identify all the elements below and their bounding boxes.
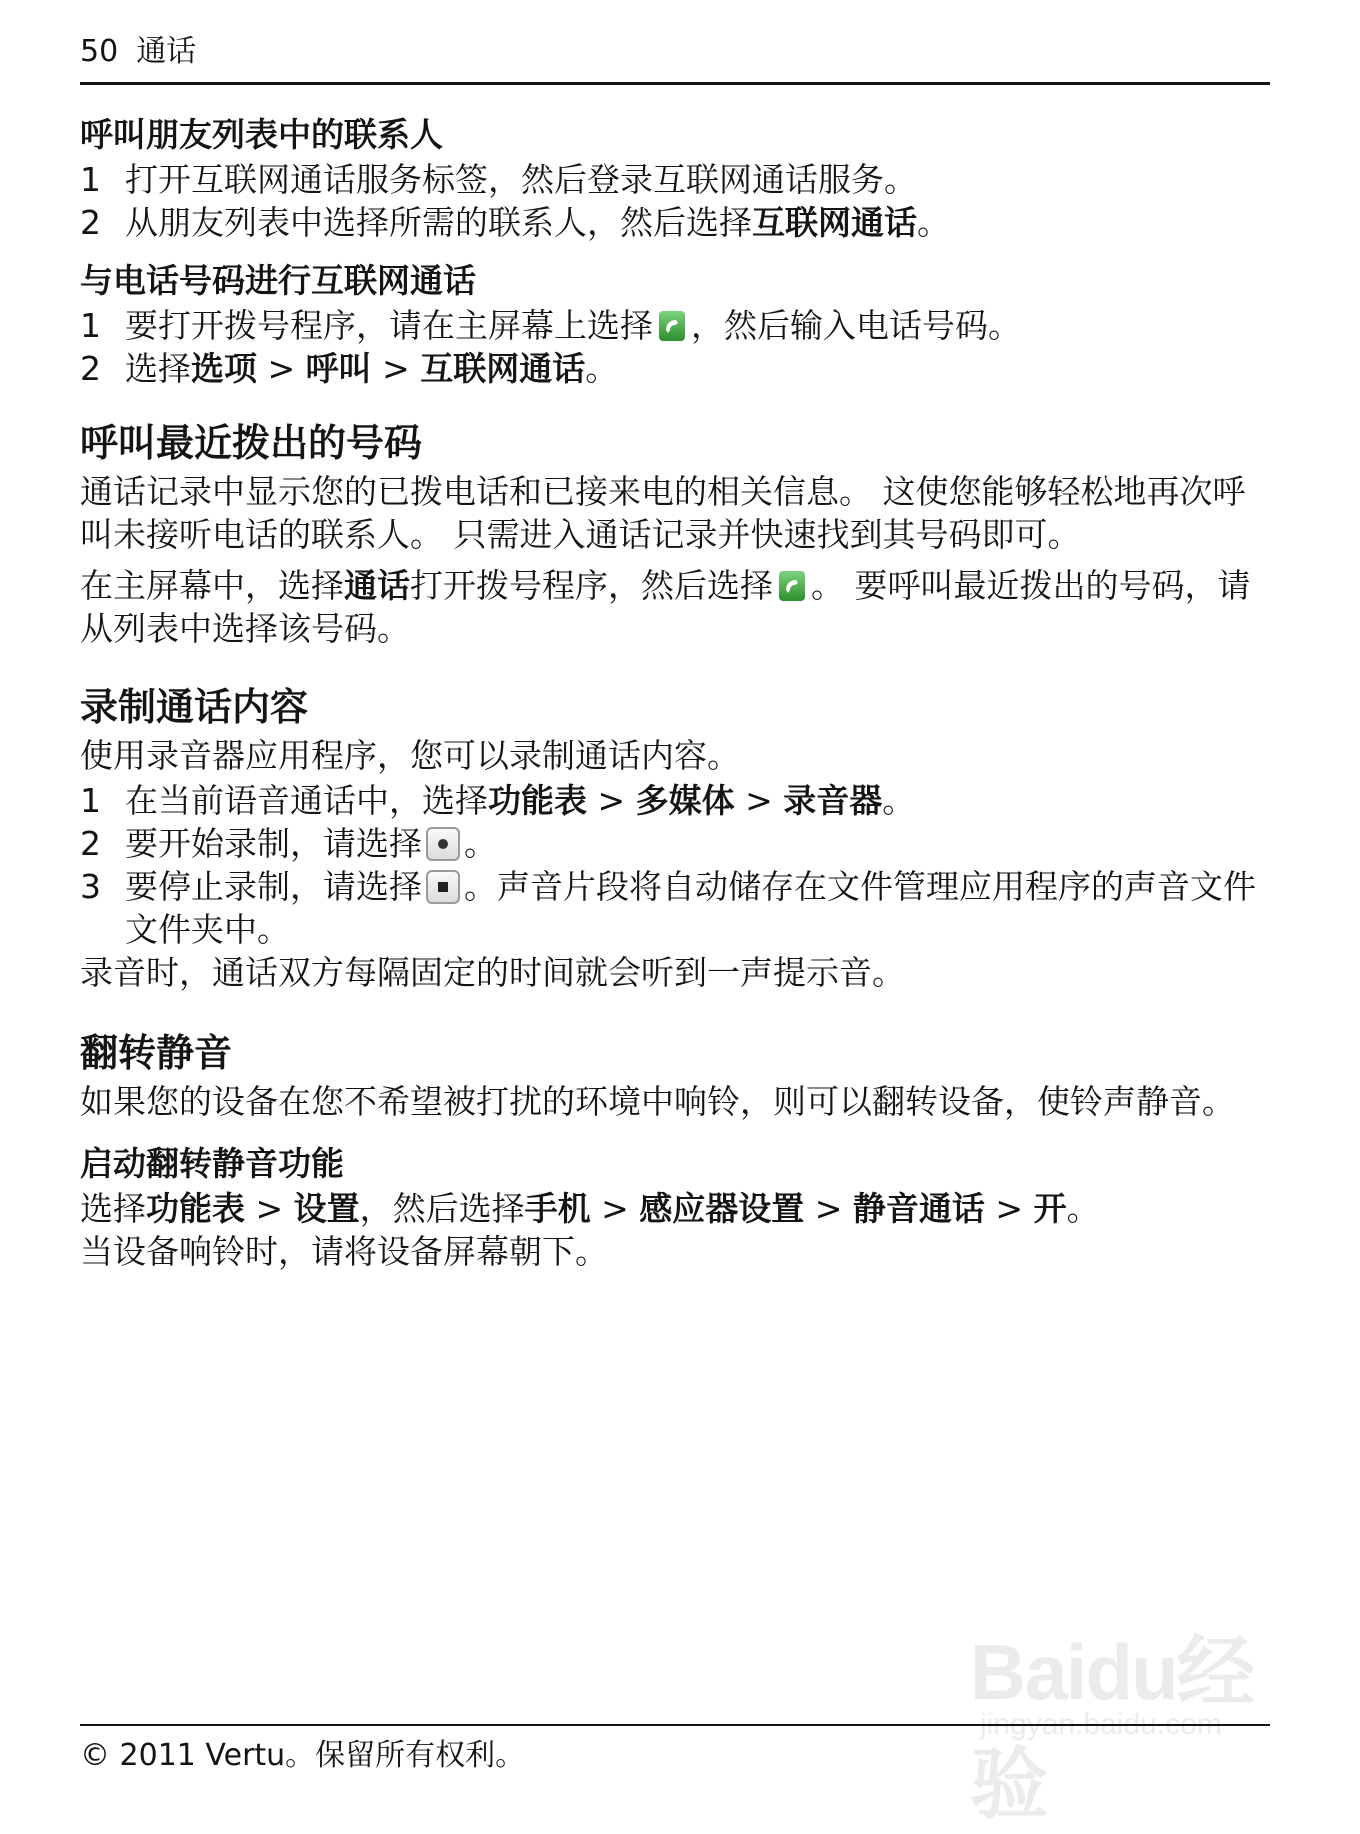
menu-term: 呼叫: [305, 349, 372, 388]
step-number: 1: [80, 160, 101, 199]
step-text: 要打开拨号程序，请在主屏幕上选择 ，然后输入电话号码。: [125, 306, 1021, 345]
step-number: 2: [80, 203, 101, 242]
menu-term: 静音通话: [852, 1189, 985, 1228]
menu-term: 互联网通话: [420, 349, 586, 388]
menu-term: 互联网通话: [752, 203, 917, 242]
page-footer: [80, 1724, 1270, 1776]
heading-call-friends: 呼叫朋友列表中的联系人: [80, 115, 443, 154]
baidu-watermark: [970, 1590, 1290, 1828]
heading-record-call: 录制通话内容: [80, 685, 309, 729]
main-content: [80, 112, 1275, 1273]
list-item: [80, 779, 1275, 822]
step-text: 要开始录制，请选择 。: [125, 824, 497, 863]
list-item: [80, 347, 1275, 390]
copyright-text: © 2011 Vertu。保留所有权利。: [80, 1738, 526, 1773]
list-item: [80, 865, 1275, 951]
list-item: [80, 201, 1275, 244]
page-number: 50: [80, 34, 119, 69]
menu-term: 录音器: [783, 781, 883, 820]
menu-term: 开: [1033, 1189, 1067, 1228]
paragraph-flip-note: 当设备响铃时，请将设备屏幕朝下。: [80, 1232, 608, 1271]
phone-call-icon: [779, 571, 805, 601]
step-text: 打开互联网通话服务标签，然后登录互联网通话服务。: [125, 160, 917, 199]
menu-term: 手机: [524, 1189, 591, 1228]
step-text: 在当前语音通话中，选择功能表 > 多媒体 > 录音器。: [125, 781, 916, 820]
subheading-enable-flip-silence: 启动翻转静音功能: [80, 1144, 344, 1183]
page-header: [80, 30, 1270, 85]
step-number: 1: [80, 306, 101, 345]
menu-term: 通话: [344, 566, 410, 605]
menu-term: 感应器设置: [639, 1189, 805, 1228]
paragraph-record-note: 录音时，通话双方每隔固定的时间就会听到一声提示音。: [80, 953, 905, 992]
paragraph-call-log: 通话记录中显示您的已拨电话和已接来电的相关信息。 这使您能够轻松地再次呼叫未接听电话的联系人。 只需进入通话记录并快速找到其号码即可。: [80, 472, 1246, 554]
step-number: 2: [80, 349, 101, 388]
heading-redial: 呼叫最近拨出的号码: [80, 421, 423, 465]
record-icon: [426, 827, 460, 861]
step-number: 2: [80, 824, 101, 863]
menu-term: 多媒体: [635, 781, 735, 820]
step-number: 3: [80, 867, 101, 906]
heading-internet-call-number: 与电话号码进行互联网通话: [80, 261, 476, 300]
step-number: 1: [80, 781, 101, 820]
step-text: 从朋友列表中选择所需的联系人，然后选择互联网通话。: [125, 203, 950, 242]
paragraph-redial-steps: 在主屏幕中，选择通话打开拨号程序，然后选择 。 要呼叫最近拨出的号码，请从列表中选择该号码。: [80, 566, 1251, 648]
menu-term: 设置: [293, 1189, 360, 1228]
phone-call-icon: [659, 311, 685, 341]
list-item: [80, 304, 1275, 347]
heading-flip-silence: 翻转静音: [80, 1031, 233, 1075]
step-text: 要停止录制，请选择 。声音片段将自动储存在文件管理应用程序的声音文件文件夹中。: [125, 867, 1256, 949]
section-title: 通话: [136, 34, 197, 69]
menu-term: 功能表: [146, 1189, 245, 1228]
list-item: [80, 158, 1275, 201]
stop-icon: [426, 870, 460, 904]
list-item: [80, 822, 1275, 865]
step-text: 选择选项 > 呼叫 > 互联网通话。: [125, 349, 619, 388]
paragraph-record-intro: 使用录音器应用程序，您可以录制通话内容。: [80, 736, 740, 775]
watermark-url: jingyan.baidu.com: [980, 1708, 1222, 1741]
paragraph-flip-steps: 选择功能表 > 设置，然后选择手机 > 感应器设置 > 静音通话 > 开。: [80, 1189, 1100, 1228]
watermark-logo-text: Baidu经验: [970, 1628, 1253, 1828]
paragraph-flip-silence: 如果您的设备在您不希望被打扰的环境中响铃，则可以翻转设备，使铃声静音。: [80, 1082, 1235, 1121]
menu-term: 功能表: [488, 781, 587, 820]
menu-term: 选项: [191, 349, 257, 388]
